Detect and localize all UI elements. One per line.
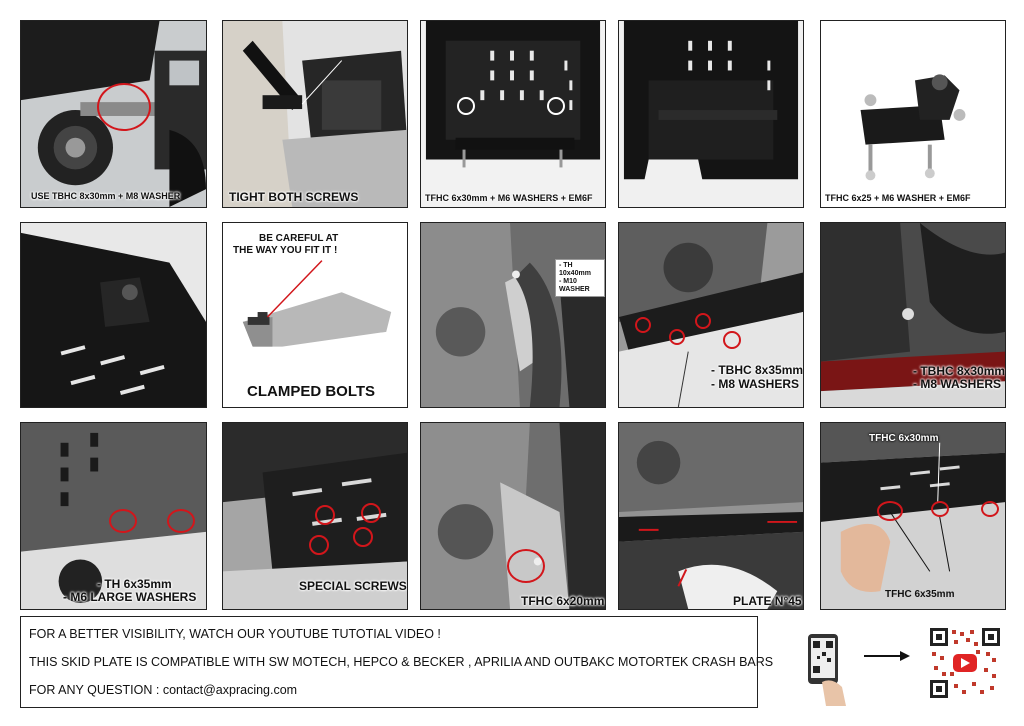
panel-8-callout <box>555 259 605 297</box>
panel-2-photo <box>223 21 407 207</box>
panel-8-photo <box>421 223 605 407</box>
info-line-compatibility: THIS SKID PLATE IS COMPATIBLE WITH SW MOTECH, HEPCO & BECKER , APRILIA AND OUTBAKC MOTORTEK CRASH BARS <box>29 655 774 669</box>
panel-8-caption: - TH 10x40mm <box>559 262 591 277</box>
panel-15-caption-2: TFHC 6x35mm <box>885 589 955 600</box>
highlight-circle <box>457 97 475 115</box>
highlight-circle <box>547 97 565 115</box>
highlight-circle <box>931 501 949 517</box>
panel-5-photo <box>821 21 1005 207</box>
phone-scan-icon <box>802 632 852 706</box>
panel-7-caption-2: THE WAY YOU FIT IT ! <box>233 245 338 256</box>
highlight-circle <box>309 535 329 555</box>
highlight-circle <box>109 509 137 533</box>
panel-14-photo <box>619 423 803 609</box>
panel-10 <box>820 222 1006 408</box>
panel-13 <box>420 422 606 610</box>
highlight-circle <box>361 503 381 523</box>
panel-3 <box>420 20 606 208</box>
panel-7 <box>222 222 408 408</box>
highlight-circle <box>97 83 151 131</box>
panel-5 <box>820 20 1006 208</box>
panel-11-caption-2: - M6 LARGE WASHERS <box>63 590 197 604</box>
panel-13-caption: TFHC 6x20mm <box>521 594 605 608</box>
panel-7-caption-3: CLAMPED BOLTS <box>247 383 376 400</box>
info-line-youtube: FOR A BETTER VISIBILITY, WATCH OUR YOUTUBE TUTOTIAL VIDEO ! <box>29 627 441 641</box>
panel-15-caption: TFHC 6x30mm <box>869 433 939 444</box>
panel-15 <box>820 422 1006 610</box>
panel-3-photo <box>421 21 605 207</box>
panel-1-caption: USE TBHC 8x30mm + M8 WASHER <box>31 191 181 201</box>
panel-7-caption: BE CAREFUL AT <box>259 233 339 244</box>
panel-8-caption-2: - M10 WASHER <box>559 278 590 293</box>
panel-14 <box>618 422 804 610</box>
highlight-circle <box>695 313 711 329</box>
highlight-circle <box>167 509 195 533</box>
highlight-circle <box>507 549 545 583</box>
highlight-circle <box>669 329 685 345</box>
panel-11-caption: - TH 6x35mm <box>97 577 172 591</box>
highlight-circle <box>353 527 373 547</box>
panel-11 <box>20 422 207 610</box>
highlight-circle <box>877 501 903 521</box>
panel-10-caption-2: - M8 WASHERS <box>913 377 1002 391</box>
panel-9 <box>618 222 804 408</box>
panel-15-photo <box>821 423 1005 609</box>
info-line-contact: FOR ANY QUESTION : contact@axpracing.com <box>29 683 298 697</box>
panel-1 <box>20 20 207 208</box>
panel-8 <box>420 222 606 408</box>
panel-13-photo <box>421 423 605 609</box>
panel-2-caption: TIGHT BOTH SCREWS <box>229 190 359 204</box>
panel-9-caption-2: - M8 WASHERS <box>711 377 800 391</box>
highlight-circle <box>315 505 335 525</box>
panel-5-caption: TFHC 6x25 + M6 WASHER + EM6F <box>825 193 971 203</box>
panel-14-caption: PLATE N°45 <box>733 594 802 608</box>
highlight-circle <box>723 331 741 349</box>
panel-2 <box>222 20 408 208</box>
info-box <box>20 616 774 708</box>
highlight-circle <box>635 317 651 333</box>
highlight-circle <box>981 501 999 517</box>
panel-6 <box>20 222 207 408</box>
arrow-right-icon <box>864 650 910 662</box>
panel-4 <box>618 20 804 208</box>
panel-9-caption: - TBHC 8x35mm <box>711 363 804 377</box>
panel-3-caption: TFHC 6x30mm + M6 WASHERS + EM6F <box>425 193 593 203</box>
panel-4-photo <box>619 21 803 207</box>
panel-12-caption: SPECIAL SCREWS <box>299 579 407 593</box>
panel-12 <box>222 422 408 610</box>
panel-10-caption: - TBHC 8x30mm <box>913 364 1006 378</box>
youtube-qr-code-icon[interactable] <box>930 628 1000 698</box>
panel-6-photo <box>21 223 206 407</box>
